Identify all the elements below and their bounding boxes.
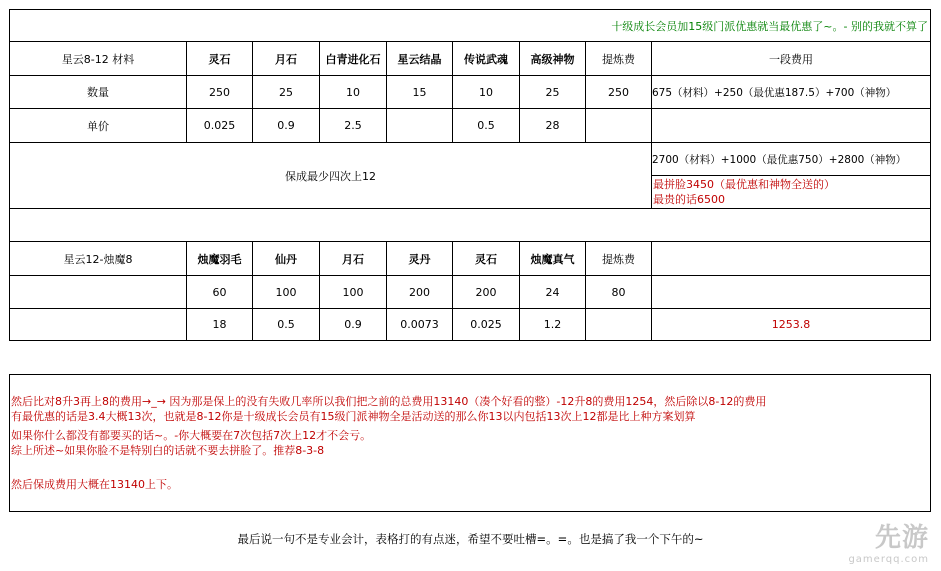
table1-price-cell: 0.025 [203, 119, 236, 132]
watermark [848, 517, 929, 565]
table2-title: 星云12-烛魔8 [63, 252, 133, 266]
table2-qty-cell: 100 [275, 285, 297, 299]
table2-qty-cell: 200 [409, 285, 430, 299]
table1-qty-label: 数量 [87, 86, 109, 99]
table1-lucky-cost: 最拼脸3450（最优惠和神物全送的） [653, 178, 835, 191]
table2-price-cell: 0.025 [470, 318, 502, 331]
table1-qty-cell: 10 [346, 85, 360, 99]
table1-price-cell: 2.5 [344, 119, 362, 132]
table1-header-cell: 提炼费 [602, 52, 635, 66]
table1-worst-cost: 最贵的话6500 [653, 193, 725, 206]
table1-header-cell: 传说武魂 [464, 52, 508, 66]
table1-price-cell: 28 [545, 119, 560, 132]
table2-total: 1253.8 [771, 318, 811, 331]
note-line: 如果你什么都没有都要买的话~。-你大概要在7次包括7次上12才不会亏。 [11, 429, 372, 442]
table1-header-cell: 白青进化石 [325, 52, 381, 66]
table1-qty-cost: 675（材料）+250（最优惠187.5）+700（神物） [652, 86, 897, 99]
watermark-logo: 先游 [874, 523, 929, 553]
table1-qty-cell: 25 [545, 85, 560, 99]
table2-header-cell: 烛魔羽毛 [197, 252, 242, 266]
table2-qty-cell: 80 [611, 285, 626, 299]
table1-price-cell: 0.5 [477, 119, 495, 132]
table1-header-cell: 灵石 [208, 52, 231, 66]
table2-price-cell: 18 [212, 318, 227, 331]
table1-qty-cell: 25 [279, 85, 293, 99]
table1-qty-cell: 250 [608, 85, 629, 99]
table2-price-cell: 0.0073 [400, 318, 439, 331]
table2-qty-cell: 24 [545, 285, 560, 299]
table2-price-cell [586, 309, 651, 340]
footer-note: 最后说一句不是专业会计，表格打的有点迷，希望不要吐槽=。=。也是搞了我一个下午的~ [237, 532, 704, 546]
table2-header-cell: 烛魔真气 [530, 252, 575, 266]
note-line: 然后比对8升3再上8的费用→_→ 因为那是保上的没有失败几率所以我们把之前的总费用13140（凑个好看的整）-12升8的费用1254，然后除以8-12的费用 [11, 395, 767, 408]
banner-note: 十级成长会员加15级门派优惠就当最优惠了~。- 别的我就不算了 [611, 19, 928, 33]
table2-price-cell: 0.5 [277, 318, 295, 331]
table2-header-cell: 灵石 [475, 252, 497, 266]
table1-header-cell: 星云结晶 [397, 52, 442, 66]
note-line: 有最优惠的话是3.4大概13次，也就是8-12你是十级成长会员有15级门派神物全是活动送的那么你13以内包括13次上12都是比上种方案划算 [11, 410, 696, 423]
table2-header-cell: 灵丹 [408, 252, 431, 266]
table2-qty-cell: 60 [212, 285, 227, 299]
table1-qty-cell: 15 [412, 85, 427, 99]
table1-qty-cell: 250 [209, 85, 230, 99]
table1-guarantee-label: 保成最少四次上12 [285, 169, 376, 183]
table2-qty-cell: 200 [475, 285, 497, 299]
table2-header-cell: 月石 [342, 252, 364, 266]
watermark-url: gamerqq.com [848, 554, 929, 565]
table2-price-cell: 1.2 [543, 318, 562, 331]
table2-header-cell: 提炼费 [602, 252, 635, 266]
table1-price-label: 单价 [87, 119, 109, 133]
table2-price-cell: 0.9 [344, 318, 362, 331]
note-line: 然后保成费用大概在13140上下。 [11, 478, 178, 491]
table1-header-cell: 高级神物 [530, 52, 575, 66]
table1-price-cell [586, 109, 651, 142]
table2-header-cell: 仙丹 [275, 252, 297, 266]
table1-header-cell: 月石 [275, 52, 297, 66]
table1-guarantee-cost: 2700（材料）+1000（最优惠750）+2800（神物） [652, 153, 907, 166]
table1-title: 星云8-12 材料 [61, 52, 135, 66]
table1-price-cell [387, 109, 452, 142]
table2-qty-cell: 100 [342, 285, 364, 299]
note-line: 综上所述~如果你脸不是特别白的话就不要去拼脸了。推荐8-3-8 [11, 444, 325, 457]
table1-price-cell: 0.9 [277, 119, 295, 132]
table1-cost-header: 一段费用 [769, 52, 813, 66]
table1-qty-cell: 10 [479, 85, 493, 99]
